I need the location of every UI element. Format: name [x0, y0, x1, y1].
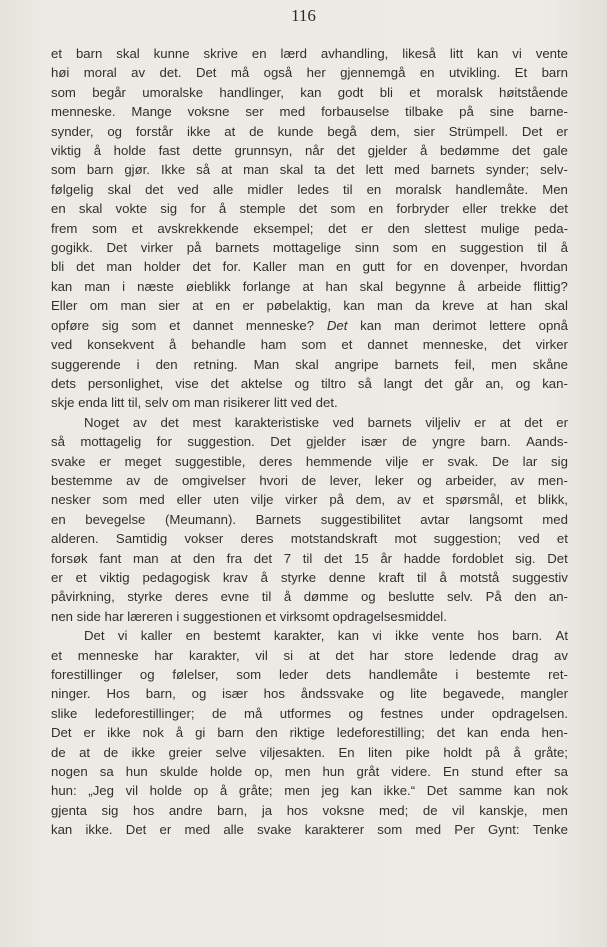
text-line: de at de ikke greier selve viljesakten. En liten pike holdt på å gråte;	[51, 744, 568, 760]
page-number: 116	[291, 6, 316, 25]
text-line: kan ikke. Det er med alle svake karakterer som med Per Gynt: Tenke	[51, 822, 568, 838]
text-line: hun: „Jeg vil holde op å gråte; men jeg kan ikke.“ Det samme kan nok	[51, 783, 568, 799]
text-line: ved konsekvent å behandle ham som et dannet menneske, det virker	[51, 337, 568, 353]
text-line: så mottagelig for suggestion. Det gjelder især de yngre barn. Aands-	[51, 434, 568, 450]
text-line: følgelig skal det ved alle midler ledes til en moralsk handlemåte. Men	[51, 181, 568, 197]
text-line: påvirkning, styrke deres evne til å dømme og beslutte selv. På den an-	[51, 589, 568, 605]
text-line: høi moral av det. Det må også her gjennemgå en utvikling. Et barn	[51, 65, 568, 81]
text-line: Eller om man sier at en er pøbelaktig, kan man da kreve at han skal	[51, 298, 568, 314]
text-line: nesker som med eller uten vilje virker på dem, av et spørsmål, et blikk,	[51, 492, 568, 508]
text-line: gogikk. Det virker på barnets mottagelige sinn som en suggestion til å	[51, 240, 568, 256]
text-line: Det vi kaller en bestemt karakter, kan vi ikke vente hos barn. At	[84, 628, 568, 644]
text-line: opføre sig som et dannet menneske? Det kan man derimot lettere opnå	[51, 317, 568, 333]
text-line: et menneske har karakter, vil si at det har store ledende drag av	[51, 647, 568, 663]
text-line: som barn gjør. Ikke så at man skal ta det lett med barnets synder; selv-	[51, 162, 568, 178]
text-line: svake er meget suggestible, deres hemmende vilje er svak. De lar sig	[51, 453, 568, 469]
text-line: en skal vokte sig for å stemple det som en forbryder eller trekke det	[51, 201, 568, 217]
text-line: nen side har læreren i suggestionen et virksomt opdragelsesmiddel.	[51, 608, 447, 624]
text-line: synder, og forstår ikke at de kunde begå dem, sier Strümpell. Det er	[51, 123, 568, 139]
text-line: Det er ikke nok å gi barn den riktige ledeforestilling; det kan enda hen-	[51, 725, 568, 741]
text-line: ninger. Hos barn, og især hos åndssvake og lite begavede, mangler	[51, 686, 568, 702]
text-line: dets personlighet, vise det aktelse og tiltro så langt det går an, og kan-	[51, 375, 568, 391]
text-line: nogen sa hun skulde holde op, men hun gråt videre. En stund efter sa	[51, 764, 568, 780]
text-line: en bevegelse (Meumann). Barnets suggestibilitet avtar langsomt med	[51, 511, 568, 527]
text-line: menneske. Mange voksne ser med forbauselse tilbake på sine barne-	[51, 104, 568, 120]
text-line: viktig å holde fast dette grunnsyn, når det gjelder å bedømme det gale	[51, 143, 568, 159]
text-line: bestemme av de omgivelser hvori de lever, leker og arbeider, av men-	[51, 472, 568, 488]
text-line: slike ledeforestillinger; de må utformes og festnes under opdragelsen.	[51, 705, 568, 721]
text-line: kan man i næste øieblikk forlange at han skal begynne å arbeide flittig?	[51, 278, 568, 294]
text-line: et barn skal kunne skrive en lærd avhandling, likeså litt kan vi vente	[51, 46, 568, 61]
text-line: bli det man holder det for. Kaller man en gutt for en dovenper, hvordan	[51, 259, 568, 275]
text-line: som begår umoralske handlinger, kan godt bli et moralsk høitstående	[51, 84, 568, 100]
text-line: suggerende i den retning. Man skal angripe barnets feil, men skåne	[51, 356, 568, 372]
text-line: forestillinger og følelser, som leder dets handlemåte i bestemte ret-	[51, 667, 568, 682]
body-text	[51, 44, 568, 840]
text-line: er et viktig pedagogisk krav å styrke denne kraft til å motstå suggestiv	[51, 569, 568, 585]
text-line: skje enda litt til, selv om man risikerer litt ved det.	[51, 395, 338, 411]
text-line: gjenta sig hos andre barn, ja hos voksne med; de vil kanskje, men	[51, 802, 568, 818]
text-line: frem som et avskrekkende eksempel; det er den slettest mulige peda-	[51, 220, 568, 236]
text-line: Noget av det mest karakteristiske ved barnets viljeliv er at det er	[84, 414, 568, 430]
text-line: alderen. Samtidig vokser deres motstandskraft mot suggestion; ved et	[51, 531, 568, 547]
text-line: forsøk fant man at den fra det 7 til det 15 år hadde fordoblet sig. Det	[51, 550, 568, 566]
